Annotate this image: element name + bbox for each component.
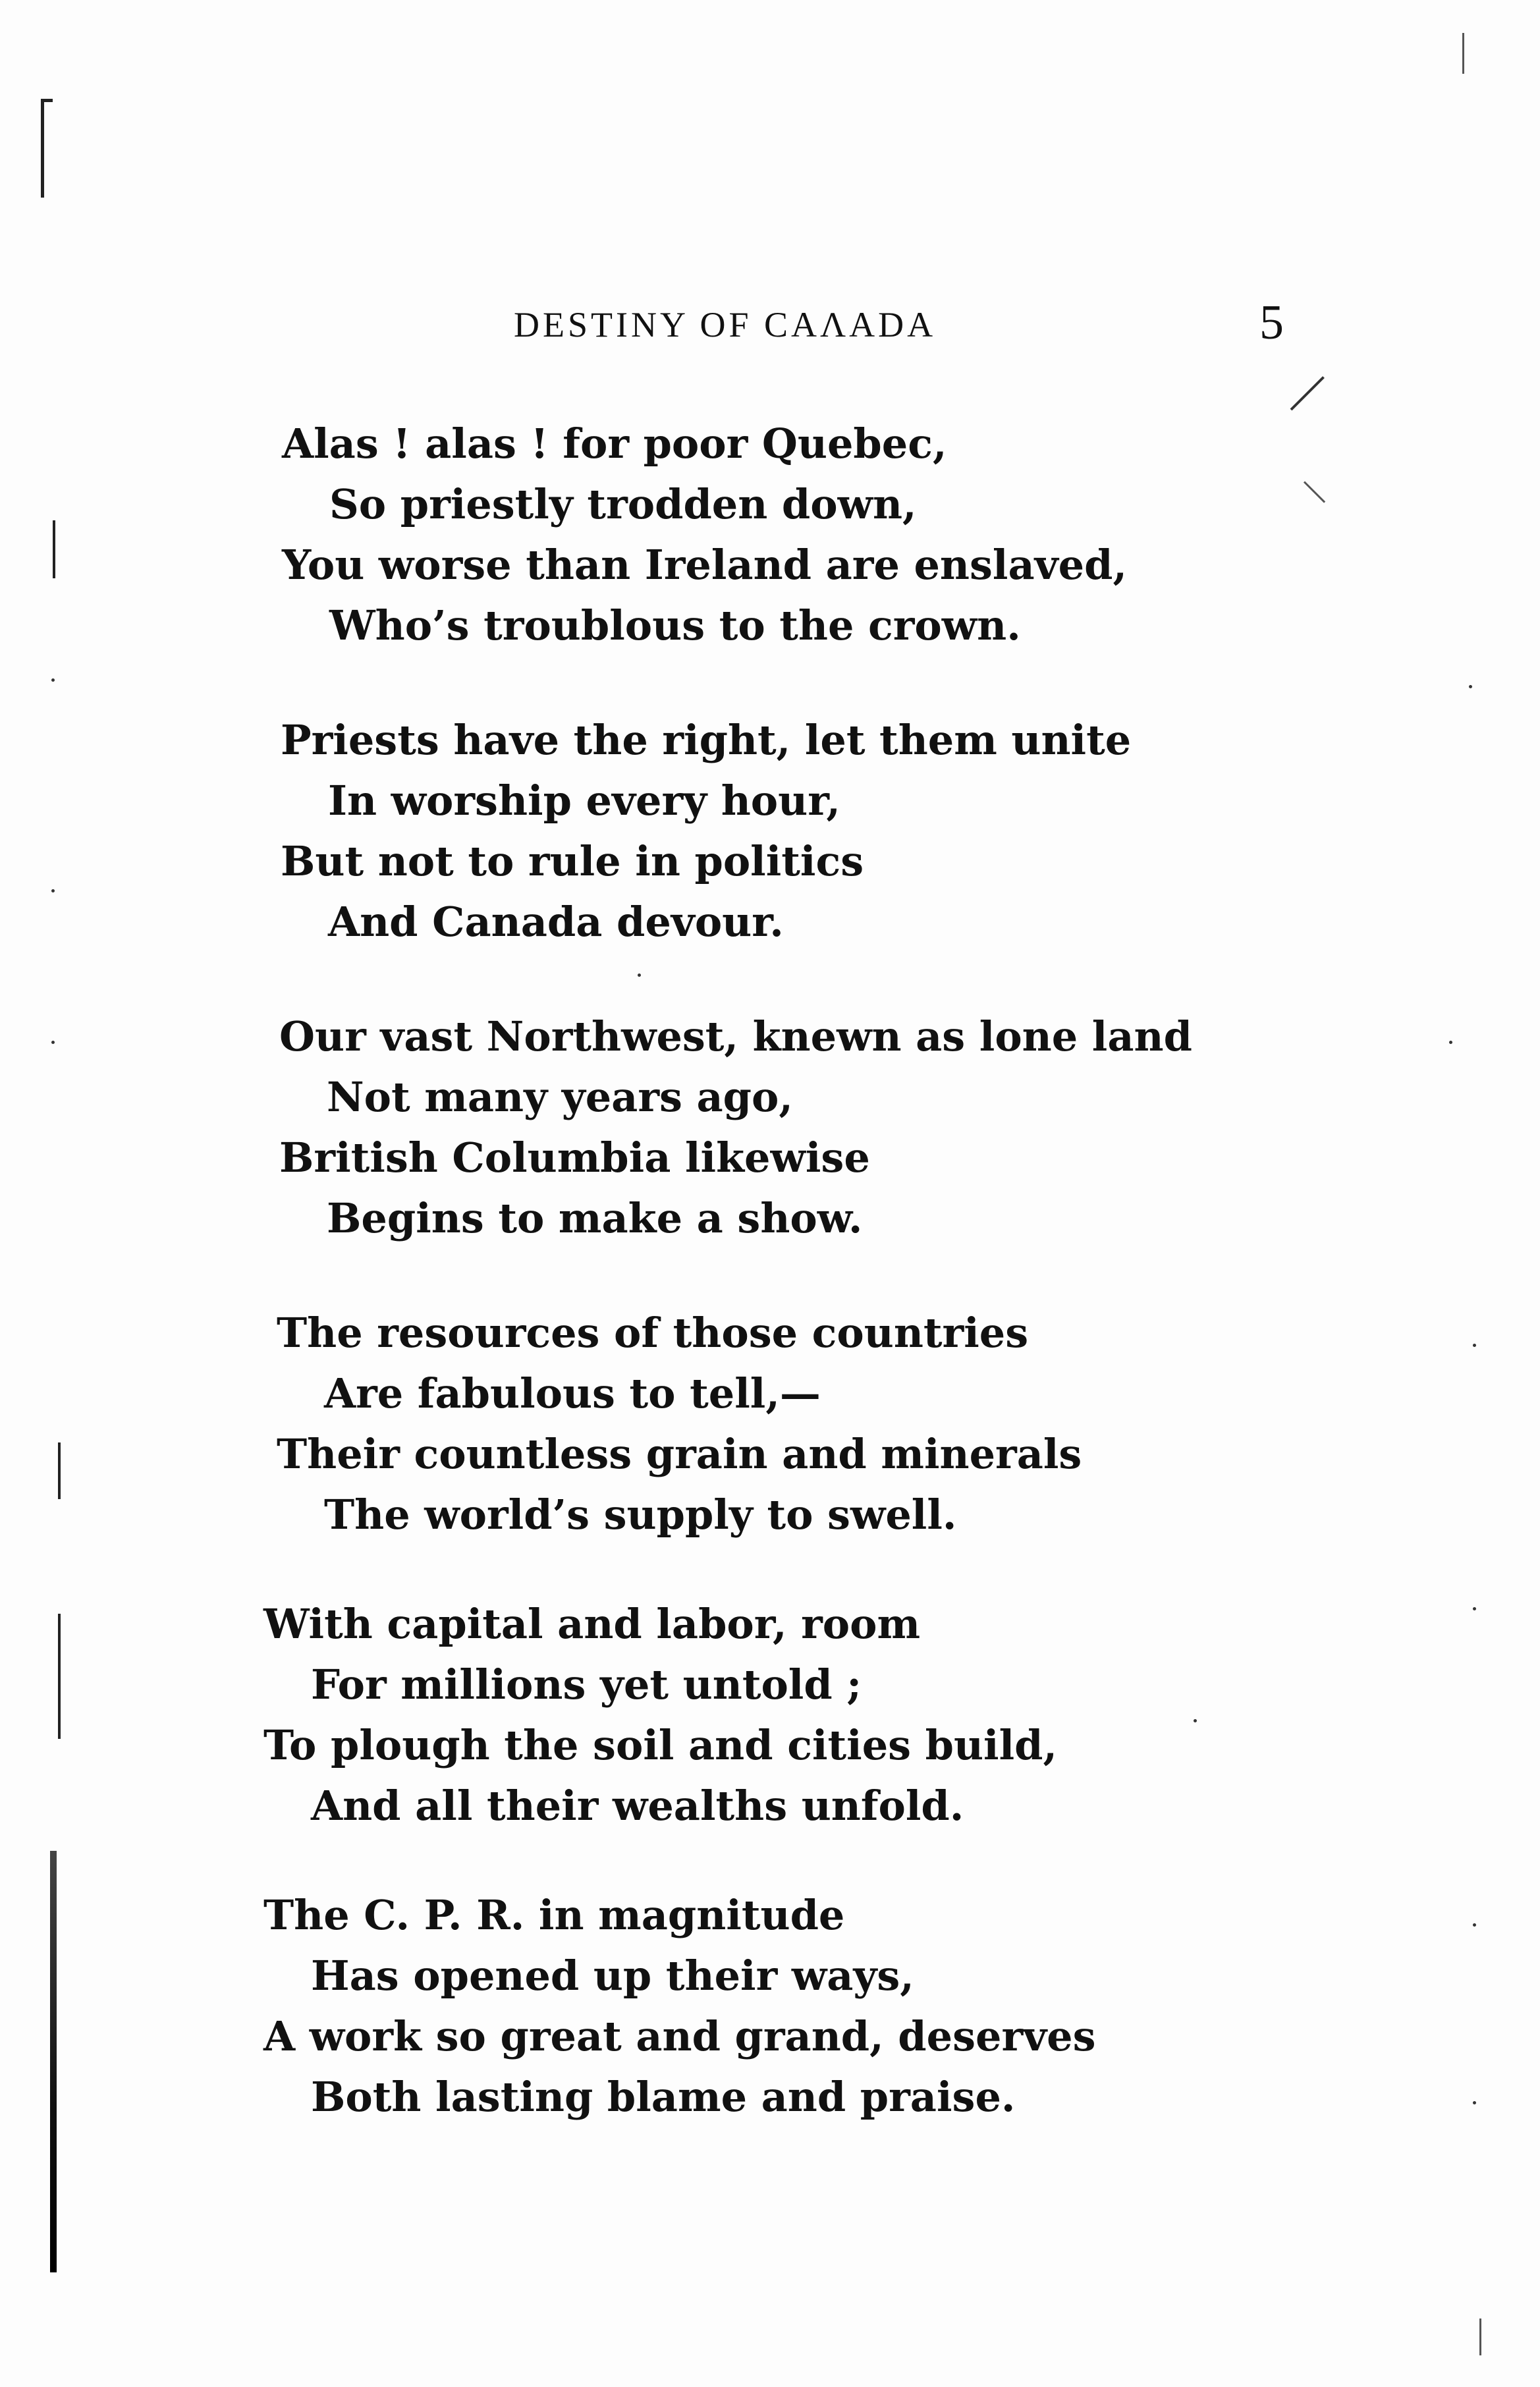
running-title: DESTINY OF CAɅADA: [514, 305, 937, 344]
verse-line: In worship every hour,: [328, 777, 840, 825]
verse-line: Are fabulous to tell,—: [324, 1369, 821, 1417]
stanza: [263, 1594, 1057, 1836]
scan-speck: [51, 889, 55, 892]
verse-line: With capital and labor, room: [263, 1600, 921, 1648]
page-number: 5: [1259, 296, 1284, 350]
scan-mark: [41, 99, 44, 198]
verse-line: Who’s troublous to the crown.: [329, 601, 1021, 649]
verse-line: To plough the soil and cities build,: [263, 1721, 1058, 1769]
scan-mark: [1462, 33, 1464, 74]
verse-line: And all their wealths unfold.: [311, 1782, 964, 1830]
verse-line: Both lasting blame and praise.: [311, 2073, 1016, 2121]
verse-line: The resources of those countries: [277, 1309, 1029, 1357]
stanza: [277, 1303, 1082, 1545]
verse-line: Their countless grain and minerals: [277, 1430, 1082, 1478]
verse-line: But not to rule in politics: [281, 837, 864, 885]
stanza: [263, 1885, 1096, 2127]
scan-mark: [1304, 481, 1325, 503]
scan-speck: [51, 678, 55, 682]
scan-speck: [1473, 1607, 1476, 1610]
scan-mark: [58, 1614, 61, 1739]
scan-speck: [1469, 685, 1472, 688]
scan-speck: [1194, 1719, 1197, 1722]
scan-mark: [1479, 2318, 1481, 2355]
stanza: [282, 414, 1127, 656]
verse-line: For millions yet untold ;: [311, 1660, 862, 1709]
scan-mark: [41, 99, 53, 102]
verse-line: Priests have the right, let them unite: [281, 716, 1132, 764]
verse-line: So priestly trodden down,: [329, 480, 917, 528]
verse-line: And Canada devour.: [328, 898, 784, 946]
scan-speck: [1473, 1344, 1476, 1347]
stanza: [281, 710, 1131, 952]
verse-line: Our vast Northwest, knewn as lone land: [279, 1012, 1192, 1060]
verse-line: Not many years ago,: [327, 1073, 793, 1121]
binding-edge-shadow: [50, 1851, 57, 2272]
scan-speck: [1449, 1041, 1452, 1044]
verse-line: A work so great and grand, deserves: [263, 2012, 1096, 2060]
verse-line: You worse than Ireland are enslaved,: [282, 541, 1128, 589]
verse-line: Begins to make a show.: [327, 1194, 863, 1242]
scan-mark: [53, 520, 55, 578]
verse-line: British Columbia likewise: [279, 1134, 870, 1182]
scan-mark: [58, 1442, 61, 1499]
stanza: [279, 1006, 1192, 1249]
verse-line: Alas ! alas ! for poor Quebec,: [282, 420, 947, 468]
verse-line: The world’s supply to swell.: [324, 1491, 957, 1539]
verse-line: The C. P. R. in magnitude: [263, 1891, 845, 1939]
scan-speck: [638, 974, 641, 977]
scan-mark: [1290, 376, 1325, 410]
scan-speck: [51, 1041, 55, 1044]
scan-speck: [1473, 2101, 1476, 2104]
verse-line: Has opened up their ways,: [311, 1952, 914, 2000]
scan-speck: [1473, 1923, 1476, 1927]
